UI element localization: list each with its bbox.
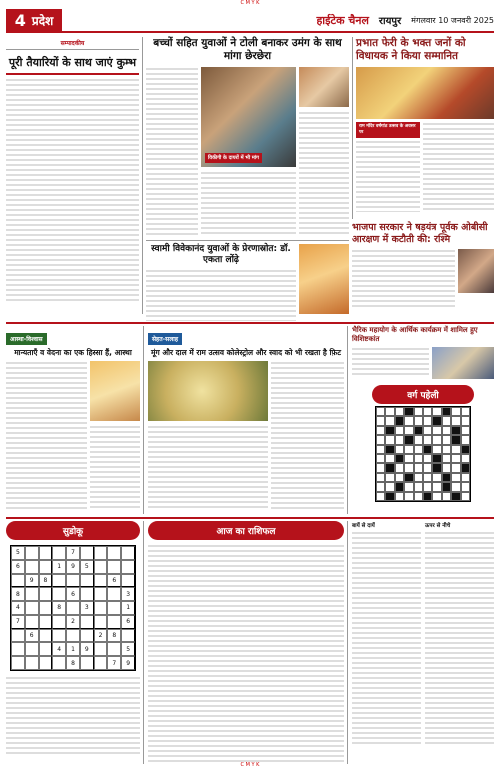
sudoku-cell [52, 574, 66, 588]
crossword-cell [376, 445, 385, 454]
health-tag: सेहत-सलाह [148, 333, 182, 345]
editorial-title: पूरी तैयारियों के साथ जाएं कुम्भ [8, 56, 137, 69]
page-number-box [6, 9, 62, 31]
crossword-cell [414, 416, 423, 425]
crossword-cell [451, 416, 460, 425]
sudoku-cell: 5 [121, 642, 135, 656]
crossword-cell [423, 473, 432, 482]
faith-photo [90, 361, 140, 421]
crossword-cell [385, 482, 394, 491]
crossword-cell [451, 454, 460, 463]
crossword-cell [395, 416, 404, 425]
crossword-cell [385, 445, 394, 454]
page-number: 4 [14, 10, 26, 30]
top-story-headline: बच्चों सहित युवाओं ने टोली बनाकर उमंग के साथ मांगा छेरछेरा [153, 37, 342, 62]
sudoku-cell [107, 615, 121, 629]
story2-photo [356, 67, 494, 119]
story2-badge: राम मंदिर वर्षगांठ उत्सव के अवसर पर [356, 122, 420, 138]
faith-body [6, 361, 87, 511]
crossword-cell [414, 463, 423, 472]
crossword-cell [432, 416, 441, 425]
sudoku-cell [39, 601, 53, 615]
sudoku-instructions [6, 676, 140, 756]
crossword-cell [451, 482, 460, 491]
crossword-cell [423, 463, 432, 472]
sudoku-cell: 1 [121, 601, 135, 615]
crossword-cell [461, 407, 470, 416]
sudoku-cell [52, 629, 66, 643]
crossword-cell [442, 435, 451, 444]
sudoku-cell [25, 615, 39, 629]
crossword-cell [376, 463, 385, 472]
sudoku-cell [107, 587, 121, 601]
sudoku-cell [80, 615, 94, 629]
sudoku-cell [25, 546, 39, 560]
crossword-cell [432, 473, 441, 482]
sudoku-cell: 8 [107, 629, 121, 643]
story-prabhat-pheri [352, 37, 494, 219]
sudoku-cell [121, 574, 135, 588]
story4-headline: भाजपा सरकार ने षड़यंत्र पूर्वक ओबीसी आरक्षण में कटौती की: रश्मि [352, 222, 488, 245]
crossword-cell [423, 492, 432, 501]
crossword-cell [461, 426, 470, 435]
section-divider [6, 322, 494, 324]
crossword-cell [376, 416, 385, 425]
sudoku-cell [52, 656, 66, 670]
sudoku-cell [25, 560, 39, 574]
sudoku-cell [39, 629, 53, 643]
crossword-cell [442, 416, 451, 425]
crossword-cell [442, 473, 451, 482]
sudoku-cell: 1 [52, 560, 66, 574]
crossword-cell [385, 463, 394, 472]
sudoku-cell: 4 [52, 642, 66, 656]
crossword-cell [385, 426, 394, 435]
sudoku-cell [66, 629, 80, 643]
crossword-cell [432, 463, 441, 472]
sudoku-cell [11, 656, 25, 670]
down-clues [425, 531, 494, 747]
sudoku-cell [52, 615, 66, 629]
crossword-cell [395, 463, 404, 472]
crossword-cell [451, 463, 460, 472]
faith-column [6, 326, 144, 514]
editorial-body [6, 78, 139, 303]
sudoku-cell [39, 587, 53, 601]
crossword-cell [442, 407, 451, 416]
issue-date: मंगलवार 10 जनवरी 2025 [411, 15, 494, 25]
crossword-cell [404, 426, 413, 435]
sudoku-cell: 7 [66, 546, 80, 560]
sudoku-cell: 9 [25, 574, 39, 588]
sudoku-cell: 7 [11, 615, 25, 629]
crossword-cell [414, 473, 423, 482]
sudoku-cell [80, 629, 94, 643]
crossword-cell [395, 445, 404, 454]
crossword-cell [385, 473, 394, 482]
sudoku-cell [80, 574, 94, 588]
crossword-cell [461, 492, 470, 501]
editorial-column [6, 37, 143, 314]
sudoku-cell: 6 [11, 560, 25, 574]
crossword-cell [451, 426, 460, 435]
sudoku-cell: 2 [66, 615, 80, 629]
sudoku-cell [121, 560, 135, 574]
crossword-cell [451, 473, 460, 482]
crossword-cell [423, 426, 432, 435]
crossword-cell [404, 445, 413, 454]
sudoku-cell: 7 [107, 656, 121, 670]
top-story-body-2 [201, 171, 296, 235]
crossword-cell [376, 407, 385, 416]
sudoku-cell: 3 [121, 587, 135, 601]
down-label: ऊपर से नीचे [425, 523, 451, 529]
story2-headline: प्रभात फेरी के भक्त जनों को विधायक ने किया सम्मानित [356, 37, 466, 62]
faith-headline: मान्यताएँ व वेदना का एक हिस्सा हैं, आस्था [14, 348, 132, 357]
crossword-cell [404, 407, 413, 416]
sudoku-cell [25, 587, 39, 601]
crossword-cell [423, 407, 432, 416]
sudoku-grid [10, 545, 136, 671]
sudoku-cell: 8 [52, 601, 66, 615]
sudoku-cell [39, 560, 53, 574]
crossword-cell [404, 416, 413, 425]
story-vivekanand [146, 240, 349, 320]
story5-headline: भैरिक महायोग के आर्थिक कार्यक्रम में शामिल हुए विशिष्टकांत [352, 326, 478, 343]
crossword-title: वर्ग पहेली [372, 385, 474, 404]
crossword-cell [451, 492, 460, 501]
print-registration-top: C M Y K [240, 0, 260, 6]
sudoku-cell: 9 [80, 642, 94, 656]
health-headline: मूंग और दाल में राम उत्सव कोलेस्ट्रोल और स्वाद को भी रखता है फ़िट [151, 348, 341, 357]
crossword-cell [423, 482, 432, 491]
crossword-cell [395, 492, 404, 501]
across-clues [352, 531, 421, 747]
sudoku-cell [107, 601, 121, 615]
crossword-cell [461, 445, 470, 454]
story2-body [356, 140, 420, 212]
sudoku-cell [52, 546, 66, 560]
story3-photo [299, 244, 349, 314]
story4-photo [458, 249, 494, 293]
story5-photo [432, 347, 494, 379]
crossword-cell [404, 454, 413, 463]
crossword-cell [442, 454, 451, 463]
sudoku-cell: 3 [80, 601, 94, 615]
sudoku-cell [80, 546, 94, 560]
story-event [352, 326, 494, 382]
sudoku-cell [39, 656, 53, 670]
sudoku-cell: 6 [66, 587, 80, 601]
crossword-cell [376, 454, 385, 463]
across-label: बायें से दायें [352, 523, 375, 529]
crossword-cell [414, 435, 423, 444]
health-body [148, 425, 268, 511]
health-column [148, 326, 348, 514]
crossword-cell [451, 407, 460, 416]
story4-body [352, 249, 455, 309]
crossword-cell [442, 445, 451, 454]
divider [6, 73, 139, 75]
crossword-cell [442, 482, 451, 491]
crossword-cell [414, 445, 423, 454]
horoscope-box [148, 521, 348, 764]
crossword-cell [423, 435, 432, 444]
paper-name: हाईटेक चैनल [316, 13, 369, 27]
crossword-cell [451, 435, 460, 444]
crossword-cell [432, 435, 441, 444]
crossword-cell [442, 463, 451, 472]
crossword-clues [352, 521, 494, 764]
crossword-cell [423, 445, 432, 454]
sudoku-cell [121, 546, 135, 560]
sudoku-cell [39, 546, 53, 560]
photo-badge: विकीगी के दायरों में भी मांग [205, 153, 262, 163]
crossword-box [352, 385, 494, 514]
sudoku-cell [39, 642, 53, 656]
crossword-cell [461, 482, 470, 491]
crossword-cell [395, 482, 404, 491]
crossword-cell [461, 454, 470, 463]
crossword-cell [395, 454, 404, 463]
sudoku-cell: 6 [107, 574, 121, 588]
story3-body [146, 269, 296, 321]
crossword-cell [442, 492, 451, 501]
crossword-cell [414, 407, 423, 416]
masthead-info [316, 13, 494, 28]
horoscope-title: आज का राशिफल [148, 521, 344, 540]
crossword-cell [376, 482, 385, 491]
crossword-cell [461, 435, 470, 444]
crossword-cell [432, 426, 441, 435]
sudoku-cell [11, 629, 25, 643]
sudoku-cell [25, 601, 39, 615]
crossword-cell [432, 454, 441, 463]
crossword-cell [404, 435, 413, 444]
crossword-cell [432, 407, 441, 416]
crossword-grid [375, 406, 471, 502]
crossword-cell [451, 445, 460, 454]
crossword-cell [376, 492, 385, 501]
crossword-cell [423, 454, 432, 463]
sudoku-cell [107, 560, 121, 574]
editorial-label: सम्पादकीय [6, 37, 139, 50]
crossword-cell [376, 473, 385, 482]
crossword-cell [395, 426, 404, 435]
crossword-cell [442, 426, 451, 435]
sudoku-cell [11, 574, 25, 588]
sudoku-cell [121, 629, 135, 643]
sudoku-cell [94, 546, 108, 560]
sudoku-cell [94, 642, 108, 656]
crossword-cell [385, 492, 394, 501]
crossword-cell [461, 416, 470, 425]
crossword-cell [395, 435, 404, 444]
story2-body-2 [423, 122, 494, 212]
faith-body-2 [90, 425, 140, 511]
sudoku-title: सुडोकू [6, 521, 140, 540]
sudoku-cell: 8 [39, 574, 53, 588]
crossword-cell [395, 473, 404, 482]
crossword-cell [423, 416, 432, 425]
sudoku-cell: 1 [66, 642, 80, 656]
sudoku-cell [80, 587, 94, 601]
crossword-cell [404, 463, 413, 472]
side-photo [299, 67, 349, 107]
crossword-cell [385, 416, 394, 425]
crossword-cell [414, 482, 423, 491]
crossword-cell [414, 454, 423, 463]
crossword-cell [385, 435, 394, 444]
sudoku-cell [66, 574, 80, 588]
crossword-cell [432, 492, 441, 501]
sudoku-cell [107, 546, 121, 560]
crossword-cell [376, 435, 385, 444]
masthead [6, 9, 494, 33]
faith-tag: आस्था-विश्वास [6, 333, 47, 345]
crossword-cell [432, 482, 441, 491]
health-photo [148, 361, 268, 421]
crossword-cell [395, 407, 404, 416]
side-body [299, 111, 349, 235]
sudoku-cell [94, 560, 108, 574]
sudoku-cell [94, 615, 108, 629]
crossword-cell [385, 454, 394, 463]
sudoku-cell [25, 656, 39, 670]
crossword-cell [376, 426, 385, 435]
sudoku-cell [52, 587, 66, 601]
horoscope-body [148, 544, 344, 762]
story5-body [352, 347, 429, 377]
crossword-cell [385, 407, 394, 416]
sudoku-box [6, 521, 144, 764]
crossword-cell [404, 492, 413, 501]
section-name: प्रदेश [31, 13, 54, 28]
print-registration-bottom: C M Y K [240, 762, 260, 768]
crossword-cell [432, 445, 441, 454]
city-name: रायपुर [378, 16, 402, 27]
sudoku-cell [66, 601, 80, 615]
sudoku-cell: 9 [66, 560, 80, 574]
sudoku-cell: 6 [121, 615, 135, 629]
sudoku-cell: 8 [11, 587, 25, 601]
sudoku-cell: 5 [80, 560, 94, 574]
sudoku-cell: 2 [94, 629, 108, 643]
crossword-cell [414, 492, 423, 501]
sudoku-cell [80, 656, 94, 670]
top-story-photo [201, 67, 296, 167]
sudoku-cell [94, 587, 108, 601]
sudoku-cell: 4 [11, 601, 25, 615]
story-bjp-obc [352, 222, 494, 320]
story3-headline: स्वामी विवेकानंद युवाओं के प्रेरणास्रोत: डॉ. एकता लोंढ़े [151, 244, 291, 265]
sudoku-cell [25, 642, 39, 656]
sudoku-cell [94, 601, 108, 615]
crossword-cell [461, 473, 470, 482]
sudoku-cell [94, 574, 108, 588]
crossword-cell [461, 463, 470, 472]
sudoku-cell [39, 615, 53, 629]
top-story-body [146, 67, 198, 235]
top-story [146, 37, 349, 240]
section-divider [6, 517, 494, 519]
health-body-2 [271, 361, 344, 511]
sudoku-cell [107, 642, 121, 656]
sudoku-cell: 9 [121, 656, 135, 670]
sudoku-cell: 8 [66, 656, 80, 670]
crossword-cell [404, 482, 413, 491]
sudoku-cell [11, 642, 25, 656]
sudoku-cell [94, 656, 108, 670]
sudoku-cell: 6 [25, 629, 39, 643]
crossword-cell [404, 473, 413, 482]
sudoku-cell: 5 [11, 546, 25, 560]
crossword-cell [414, 426, 423, 435]
